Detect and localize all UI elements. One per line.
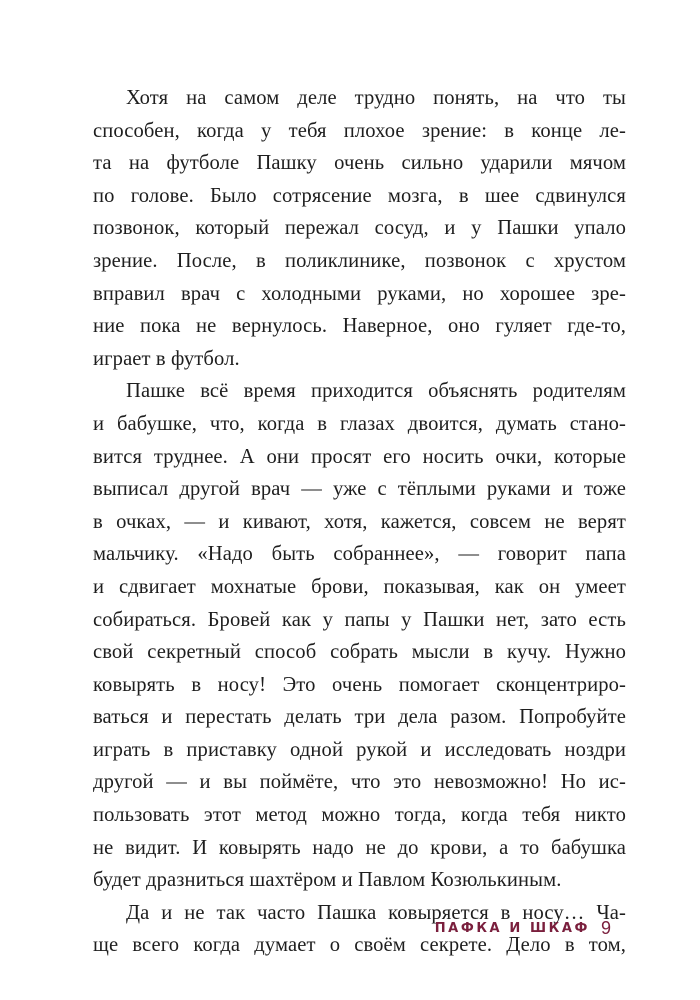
text-line: не видит. И ковырять надо не до крови, а то бабушка [93, 836, 626, 859]
text-line: будет дразниться шахтёром и Павлом Козюлькиным. [93, 869, 562, 892]
text-line: играть в приставку одной рукой и исследовать ноздри [93, 738, 626, 761]
page-footer [0, 918, 700, 948]
page-number: 9 [601, 918, 612, 938]
text-line: и бабушке, что, когда в глазах двоится, думать стано- [93, 412, 626, 435]
text-line: и сдвигает мохнатые брови, показывая, как он умеет [93, 575, 626, 598]
text-line: Пашке всё время приходится объяснять родителям [126, 380, 626, 403]
text-line: в очках, — и кивают, хотя, кажется, совсем не верят [93, 510, 626, 533]
text-line: ковырять в носу! Это очень помогает сконцентриро- [93, 673, 626, 696]
text-line: играет в футбол. [93, 347, 240, 370]
text-line: та на футболе Пашку очень сильно ударили мячом [93, 152, 626, 175]
text-line: вправил врач с холодными руками, но хорошее зре- [93, 282, 626, 305]
text-line: мальчику. «Надо быть собраннее», — говорит папа [93, 543, 626, 566]
text-line: вится труднее. А они просят его носить очки, которые [93, 445, 626, 468]
text-line: ще всего когда думает о своём секрете. Дело в том, [93, 934, 626, 957]
running-title: ПАФКА И ШКАФ [434, 921, 590, 936]
text-line: выписал другой врач — уже с тёплыми руками и тоже [93, 478, 626, 501]
text-line: другой — и вы поймёте, что это невозможно! Но ис- [93, 771, 626, 794]
text-line: Да и не так часто Пашка ковыряется в носу… Ча- [126, 901, 626, 924]
text-line: Хотя на самом деле трудно понять, на что ты [126, 87, 626, 109]
text-line: ние пока не вернулось. Наверное, оно гуляет где-то, [93, 315, 626, 338]
text-line: по голове. Было сотрясение мозга, в шее сдвинулся [93, 184, 626, 207]
text-line: свой секретный способ собрать мысли в кучу. Нужно [93, 641, 626, 664]
text-line: позвонок, который пережал сосуд, и у Пашки упало [93, 217, 626, 240]
text-line: зрение. После, в поликлинике, позвонок с хрустом [93, 249, 626, 272]
text-line: собираться. Бровей как у папы у Пашки нет, зато есть [93, 608, 626, 631]
text-line: способен, когда у тебя плохое зрение: в конце ле- [93, 119, 626, 142]
text-line: пользовать этот метод можно тогда, когда тебя никто [93, 804, 626, 827]
text-line: ваться и перестать делать три дела разом. Попробуйте [93, 706, 626, 729]
body-text [93, 82, 626, 962]
